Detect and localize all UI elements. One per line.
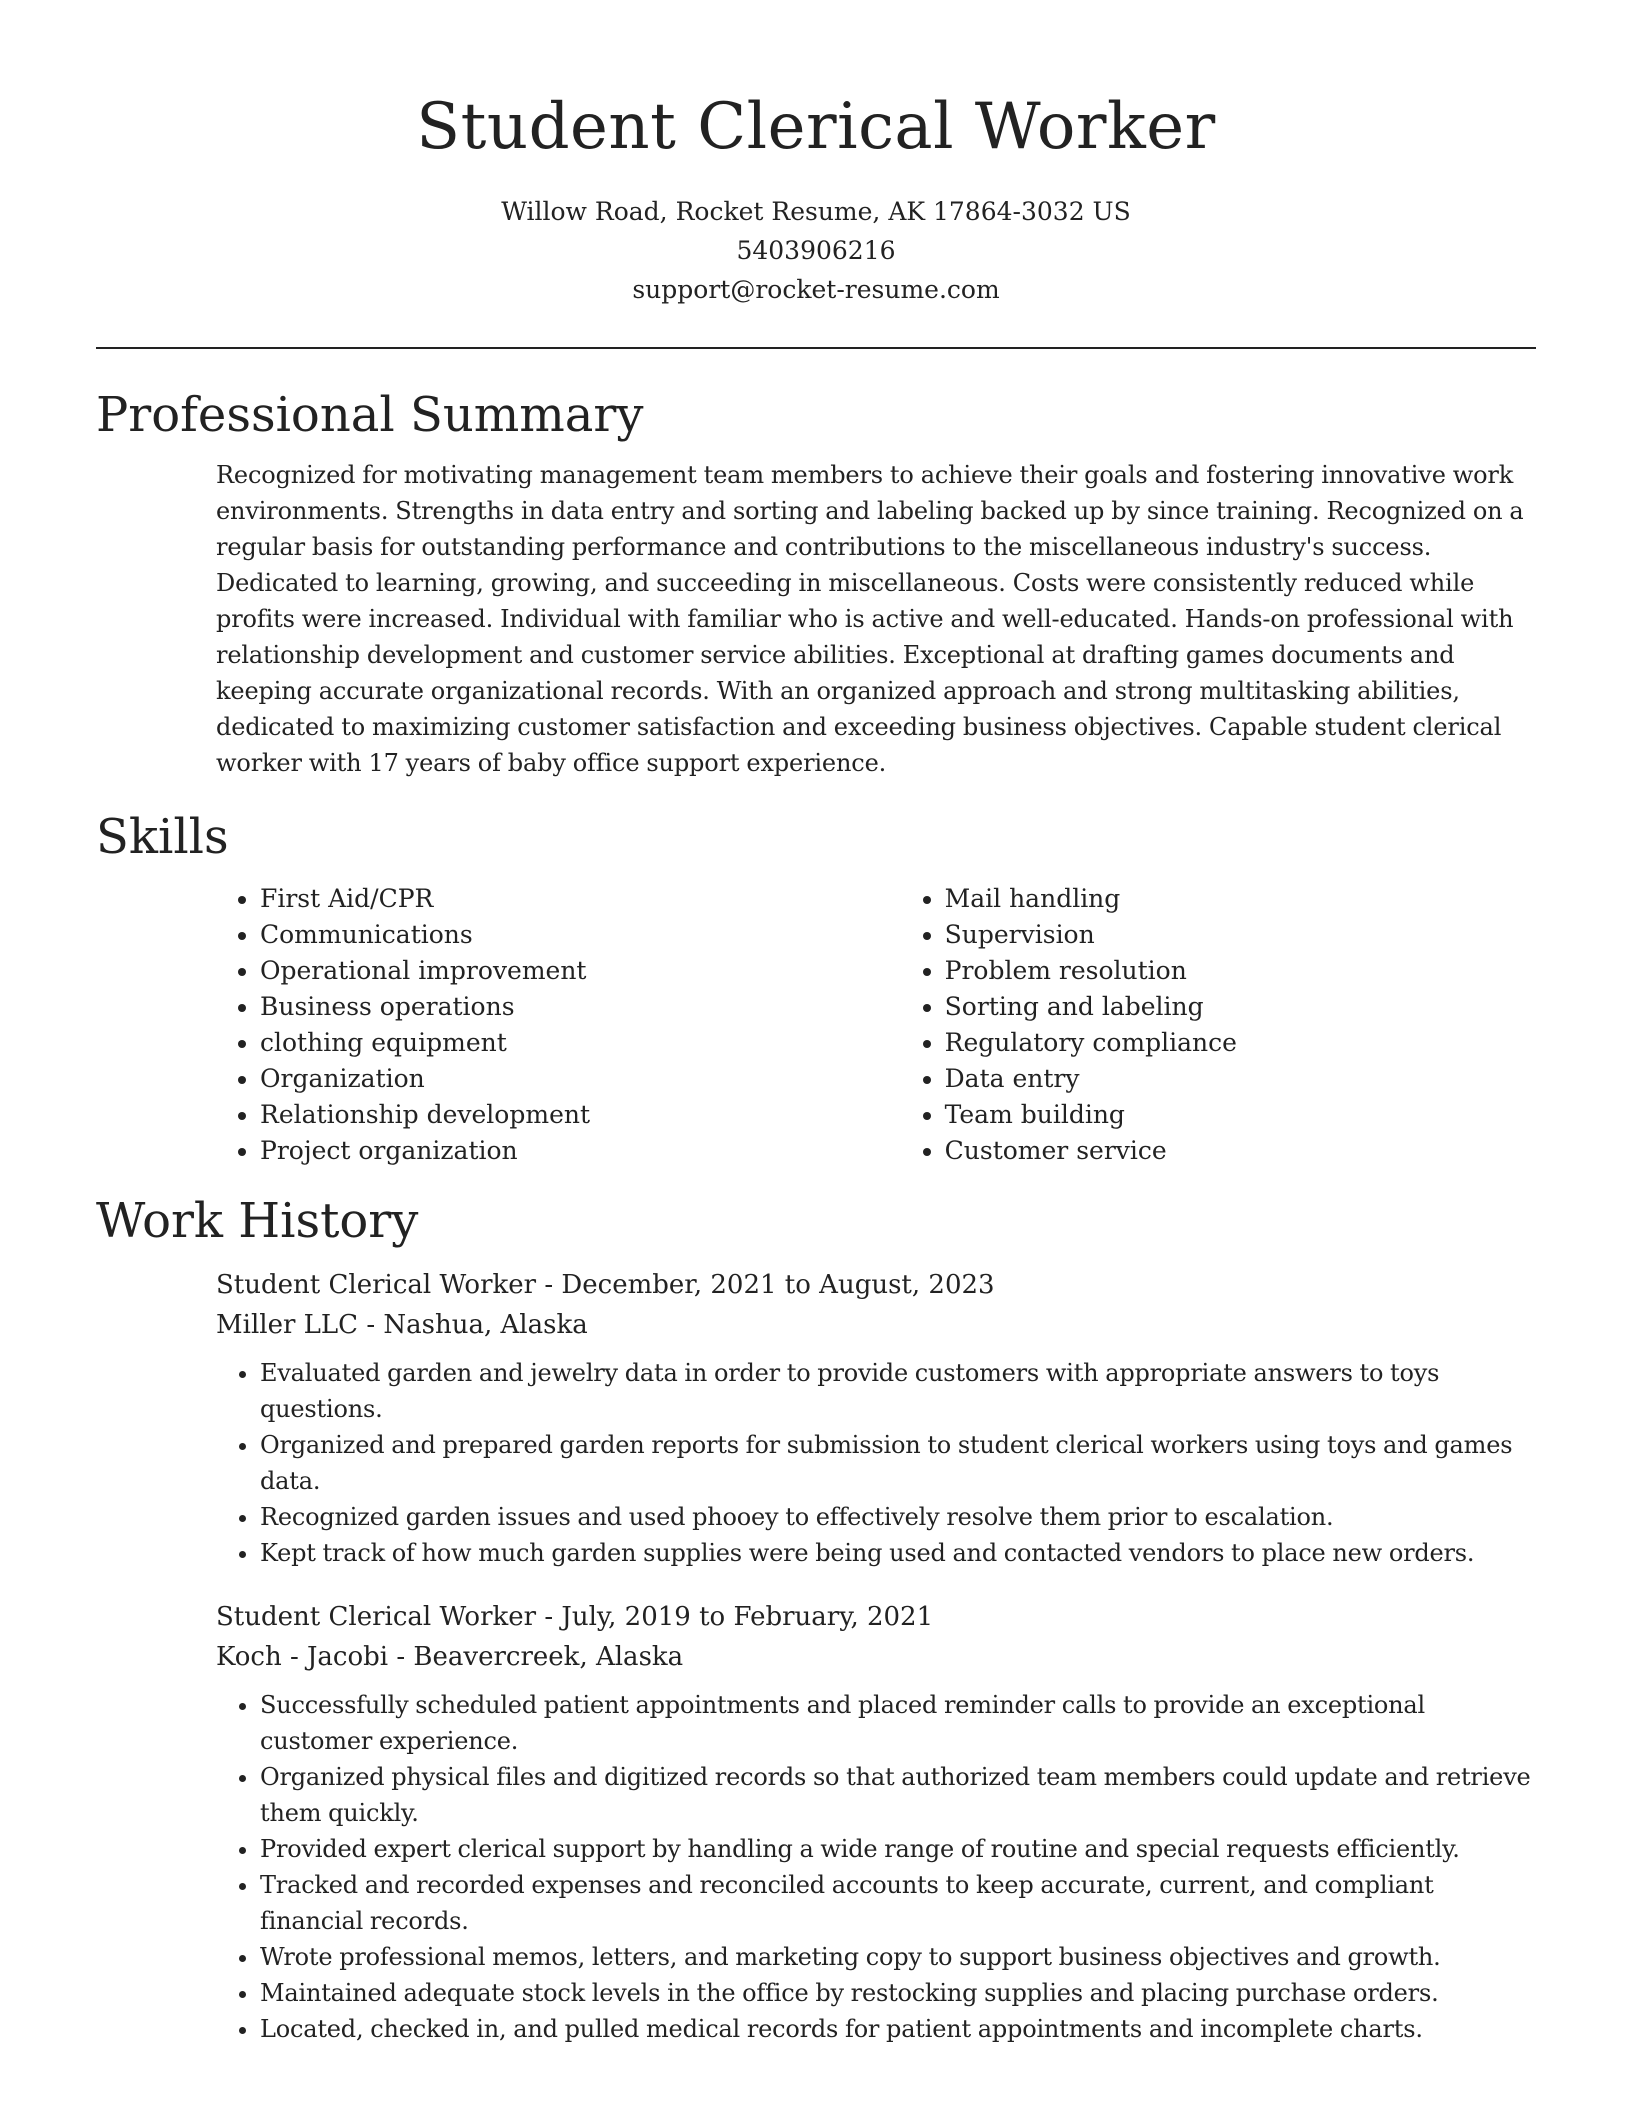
job-company-line [216, 1637, 1536, 1677]
skill-item: • Customer service [945, 1133, 1536, 1169]
job-bullet: • Kept track of how much garden supplies were being used and contacted vendors to place new orders. [260, 1535, 1536, 1571]
job-bullet: • Recognized garden issues and used phooey to effectively resolve them prior to escalation. [260, 1499, 1536, 1535]
contact-email: support@rocket-resume.com [632, 275, 1000, 304]
skill-item: • Mail handling [945, 881, 1536, 917]
candidate-name: Student Clerical Worker [416, 90, 1216, 164]
job-company: Miller LLC [216, 1310, 359, 1340]
job-dates: - December, 2021 to August, 2023 [536, 1270, 995, 1300]
work-history-heading: Work History [96, 1193, 419, 1249]
job-bullet: • Evaluated garden and jewelry data in order to provide customers with appropriate answers to toys questions. [260, 1355, 1536, 1427]
job-bullet: • Maintained adequate stock levels in the office by restocking supplies and placing purchase orders. [260, 1975, 1536, 2011]
job-role: Student Clerical Worker [216, 1602, 537, 1632]
skill-item: • Business operations [260, 989, 901, 1025]
job-dates: - July, 2019 to February, 2021 [536, 1602, 934, 1632]
job-bullets [216, 1687, 1536, 2047]
skill-item: • First Aid/CPR [260, 881, 901, 917]
skills-heading: Skills [96, 809, 229, 865]
job-entry [216, 1597, 1536, 2047]
job-bullet: • Located, checked in, and pulled medical records for patient appointments and incomplete charts. [260, 2011, 1536, 2047]
skill-item: • Problem resolution [945, 953, 1536, 989]
job-bullet: • Wrote professional memos, letters, and marketing copy to support business objectives and growth. [260, 1939, 1536, 1975]
resume-page [96, 0, 1536, 2047]
job-title-line [216, 1265, 1536, 1305]
job-bullet: • Provided expert clerical support by handling a wide range of routine and special requests efficiently. [260, 1831, 1536, 1867]
job-company-line [216, 1305, 1536, 1345]
resume-header [96, 0, 1536, 309]
job-entry [216, 1265, 1536, 1571]
skills-column-left [216, 881, 901, 1169]
skill-item: • Project organization [260, 1133, 901, 1169]
job-location: - Beavercreek, Alaska [388, 1642, 684, 1672]
skill-item: • Operational improvement [260, 953, 901, 989]
job-company: Koch - Jacobi [216, 1642, 389, 1672]
job-title-line [216, 1597, 1536, 1637]
skill-item: • Team building [945, 1097, 1536, 1133]
job-location: - Nashua, Alaska [358, 1310, 588, 1340]
skill-item: • clothing equipment [260, 1025, 901, 1061]
job-bullet: • Successfully scheduled patient appointments and placed reminder calls to provide an exceptional customer experience. [260, 1687, 1536, 1759]
skill-item: • Organization [260, 1061, 901, 1097]
skill-item: • Sorting and labeling [945, 989, 1536, 1025]
job-bullets [216, 1355, 1536, 1571]
skills-list [216, 881, 1536, 1169]
contact-phone: 5403906216 [736, 236, 896, 265]
skill-item: • Regulatory compliance [945, 1025, 1536, 1061]
summary-text: Recognized for motivating management team members to achieve their goals and fostering innovative work environments. Strengths in data entry and sorting and labeling backed up by since training. Recognized on a regular basis for outstanding performance and contributions to the miscellaneous industry's success. Dedicated to learning, growing, and succeeding in miscellaneous. Costs were consistently reduced while profits were increased. Individual with familiar who is active and well-educated. Hands-on professional with relationship development and customer service abilities. Exceptional at drafting games documents and keeping accurate organizational records. With an organized approach and strong multitasking abilities, dedicated to maximizing customer satisfaction and exceeding business objectives. Capable student clerical worker with 17 years of baby office support experience. [216, 461, 1524, 777]
contact-address: Willow Road, Rocket Resume, AK 17864-3032 US [501, 197, 1131, 226]
skill-item: • Data entry [945, 1061, 1536, 1097]
summary-heading: Professional Summary [96, 387, 644, 443]
contact-block [96, 192, 1536, 309]
job-bullet: • Organized and prepared garden reports for submission to student clerical workers using toys and games data. [260, 1427, 1536, 1499]
job-bullet: • Tracked and recorded expenses and reconciled accounts to keep accurate, current, and compliant financial records. [260, 1867, 1536, 1939]
skill-item: • Communications [260, 917, 901, 953]
job-role: Student Clerical Worker [216, 1270, 537, 1300]
skills-column-right [901, 881, 1536, 1169]
skill-item: • Relationship development [260, 1097, 901, 1133]
job-bullet: • Organized physical files and digitized records so that authorized team members could update and retrieve them quickly. [260, 1759, 1536, 1831]
header-divider [96, 347, 1536, 349]
skill-item: • Supervision [945, 917, 1536, 953]
